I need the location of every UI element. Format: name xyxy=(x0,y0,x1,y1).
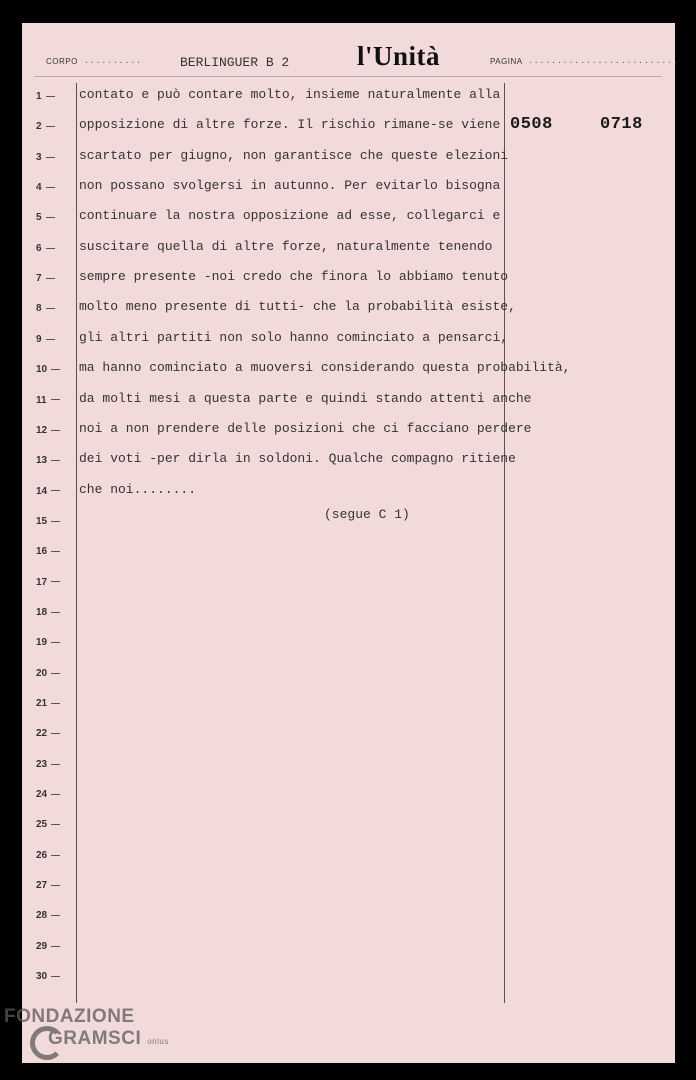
line-number-dash xyxy=(51,490,60,491)
line-number xyxy=(36,759,60,770)
line-number xyxy=(36,789,60,800)
typed-line: ma hanno cominciato a muoversi considerando questa probabilità, xyxy=(79,360,571,376)
line-number-text: 7 xyxy=(36,273,42,285)
left-margin-line xyxy=(76,83,77,1003)
line-number xyxy=(36,516,60,527)
typed-line: continuare la nostra opposizione ad esse, collegarci e xyxy=(79,208,501,224)
watermark-line-2 xyxy=(4,1028,169,1053)
line-number-dash xyxy=(51,399,60,400)
line-number xyxy=(36,212,55,223)
line-number-text: 17 xyxy=(36,576,48,588)
watermark-ring-icon xyxy=(30,1026,64,1060)
line-number-text: 6 xyxy=(36,242,42,254)
line-number-text: 18 xyxy=(36,606,48,618)
line-number xyxy=(36,910,60,921)
line-number-text: 19 xyxy=(36,637,48,649)
line-number xyxy=(36,728,60,739)
watermark-line-2-text: GRAMSCI xyxy=(48,1028,142,1049)
line-number-text: 25 xyxy=(36,819,48,831)
line-number-dash xyxy=(51,551,60,552)
watermark-suffix: onlus xyxy=(147,1037,169,1046)
typed-line: non possano svolgersi in autunno. Per evitarlo bisogna xyxy=(79,178,501,194)
line-number xyxy=(36,971,60,982)
line-number-dash xyxy=(51,369,60,370)
line-number-dash xyxy=(51,915,60,916)
line-number xyxy=(36,546,60,557)
line-number-dash xyxy=(46,308,55,309)
line-number xyxy=(36,243,55,254)
line-number-dash xyxy=(51,885,60,886)
line-number-text: 16 xyxy=(36,546,48,558)
line-number-text: 14 xyxy=(36,485,48,497)
stamp-number-right: 0718 xyxy=(600,115,643,134)
line-number xyxy=(36,880,60,891)
line-number xyxy=(36,637,60,648)
line-number-dash xyxy=(51,642,60,643)
line-number-dash xyxy=(51,764,60,765)
line-number-dash xyxy=(51,855,60,856)
typed-line: da molti mesi a questa parte e quindi stando attenti anche xyxy=(79,390,532,406)
typed-line: sempre presente -noi credo che finora lo abbiamo tenuto xyxy=(79,269,509,285)
unita-masthead: l'Unità xyxy=(357,41,441,71)
line-number xyxy=(36,850,60,861)
line-number-dash xyxy=(46,187,55,188)
stamp-number-left: 0508 xyxy=(510,115,553,134)
line-number-dash xyxy=(51,976,60,977)
typed-line: scartato per giugno, non garantisce che queste elezioni xyxy=(79,147,509,163)
corpo-label: CORPO xyxy=(46,57,78,66)
typed-line: gli altri partiti non solo hanno cominciato a pensarci, xyxy=(79,329,509,345)
line-number-text: 8 xyxy=(36,303,42,315)
right-margin-line xyxy=(504,83,505,1003)
typed-line: opposizione di altre forze. Il rischio rimane-se viene xyxy=(79,117,501,133)
line-number-dash xyxy=(46,248,55,249)
line-number-text: 20 xyxy=(36,667,48,679)
line-number-dash xyxy=(51,581,60,582)
line-number xyxy=(36,91,55,102)
line-number-text: 11 xyxy=(36,394,47,406)
line-number-text: 1 xyxy=(36,91,42,102)
line-number-dash xyxy=(51,733,60,734)
typed-line: suscitare quella di altre forze, naturalmente tenendo xyxy=(79,238,493,254)
line-number-text: 13 xyxy=(36,455,48,467)
line-number-dash xyxy=(46,339,55,340)
line-number-text: 22 xyxy=(36,728,48,740)
line-number-text: 29 xyxy=(36,940,48,952)
pagina-dots: .......................... xyxy=(528,57,679,66)
line-number-dash xyxy=(46,126,55,127)
line-number xyxy=(36,425,60,436)
line-number-dash xyxy=(46,278,55,279)
line-number-dash xyxy=(51,521,60,522)
line-number-text: 12 xyxy=(36,424,48,436)
line-number-text: 21 xyxy=(36,698,48,709)
line-number-dash xyxy=(51,703,60,704)
typed-line: contato e può contare molto, insieme naturalmente alla xyxy=(79,87,501,102)
typescript-sheet xyxy=(22,23,679,1063)
line-number xyxy=(36,121,55,132)
line-number xyxy=(36,455,60,466)
line-number xyxy=(36,577,60,588)
line-number-text: 15 xyxy=(36,515,48,527)
line-number-text: 9 xyxy=(36,333,42,345)
line-number-text: 10 xyxy=(36,364,48,376)
line-number-text: 5 xyxy=(36,212,42,224)
corpo-dots: .......... xyxy=(84,57,143,66)
line-number-text: 30 xyxy=(36,971,48,983)
line-number xyxy=(36,273,55,284)
watermark-line-1: FONDAZIONE xyxy=(4,1006,135,1027)
line-number xyxy=(36,819,60,830)
line-number-dash xyxy=(51,673,60,674)
line-number xyxy=(36,607,60,618)
continuation-note: (segue C 1) xyxy=(324,507,410,522)
line-number-text: 3 xyxy=(36,151,42,163)
line-number-text: 23 xyxy=(36,758,48,770)
line-number-text: 26 xyxy=(36,849,48,861)
line-number-dash xyxy=(51,430,60,431)
fondazione-gramsci-watermark xyxy=(4,1006,169,1053)
line-number xyxy=(36,941,60,952)
line-number xyxy=(36,486,60,497)
header-rule xyxy=(34,76,662,77)
sheet-header xyxy=(22,23,679,79)
line-number xyxy=(36,152,55,163)
line-number xyxy=(36,668,60,679)
line-number xyxy=(36,395,60,406)
line-number-dash xyxy=(51,946,60,947)
typed-line: noi a non prendere delle posizioni che ci facciano perdere xyxy=(79,420,532,436)
line-number-text: 28 xyxy=(36,910,48,922)
line-number xyxy=(36,698,60,709)
line-number-text: 2 xyxy=(36,121,42,133)
line-number-text: 24 xyxy=(36,789,48,801)
typed-line: che noi........ xyxy=(79,481,197,497)
line-number-dash xyxy=(46,157,55,158)
line-number xyxy=(36,182,55,193)
line-number-dash xyxy=(46,96,55,97)
line-number-dash xyxy=(51,794,60,795)
line-number xyxy=(36,303,55,314)
typed-line: molto meno presente di tutti- che la probabilità esiste, xyxy=(79,299,516,315)
pagina-label: PAGINA xyxy=(490,57,523,66)
line-number-dash xyxy=(51,824,60,825)
line-number-dash xyxy=(51,612,60,613)
typed-line: dei voti -per dirla in soldoni. Qualche compagno ritiene xyxy=(79,451,516,467)
corpo-value: BERLINGUER B 2 xyxy=(180,55,290,70)
line-number xyxy=(36,364,60,375)
line-number xyxy=(36,334,55,345)
line-number-dash xyxy=(46,217,55,218)
line-number-dash xyxy=(51,460,60,461)
line-number-text: 4 xyxy=(36,182,42,194)
line-number-text: 27 xyxy=(36,880,48,892)
